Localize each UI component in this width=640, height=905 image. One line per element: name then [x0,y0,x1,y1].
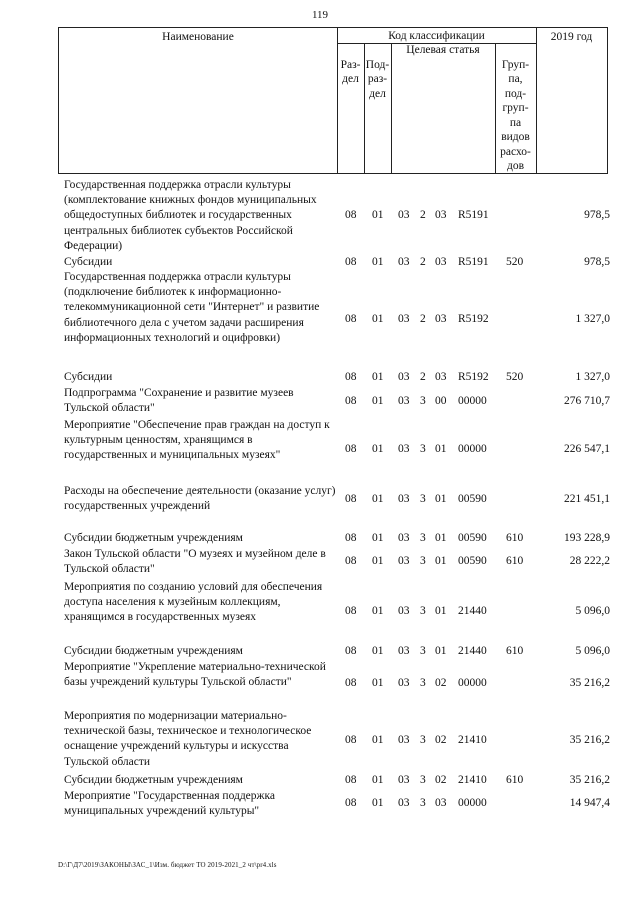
row-amount: 226 547,1 [564,443,610,455]
row-target-subprogram: 3 [420,443,426,455]
file-path-footer: D:\Г\Д7\2019\ЗАКОНЫ\ЗАС_1\Изм. бюджет ТО 2019-2021_2 чт\pr4.xls [58,861,277,869]
row-name: Субсидии бюджетным учреждениям [64,532,243,544]
row-name: Мероприятие "Государственная поддержка муниципальных учреждений культуры" [64,790,276,818]
row-razdel: 08 [345,734,357,746]
row-razdel: 08 [345,645,357,657]
row-podrazdel: 01 [372,256,384,268]
row-razdel: 08 [345,493,357,505]
row-amount: 35 216,2 [569,734,610,746]
row-target-event: 02 [435,774,447,786]
row-amount: 221 451,1 [564,493,610,505]
header-year: 2019 год [536,27,608,174]
row-target-program: 03 [398,395,410,407]
row-amount: 193 228,9 [564,532,610,544]
row-razdel: 08 [345,605,357,617]
row-target-direction: 00000 [458,443,487,455]
header-code-group: Код классификации [337,27,537,44]
row-target-subprogram: 3 [420,532,426,544]
row-target-event: 01 [435,605,447,617]
row-target-program: 03 [398,797,410,809]
header-razdel: Раз- дел [337,43,365,174]
row-razdel: 08 [345,209,357,221]
row-amount: 5 096,0 [575,605,610,617]
page-number: 119 [311,9,329,21]
row-name: Подпрограмма "Сохранение и развитие музеев Тульской области" [64,387,294,415]
row-target-program: 03 [398,605,410,617]
row-target-subprogram: 3 [420,797,426,809]
row-podrazdel: 01 [372,555,384,567]
row-target-event: 00 [435,395,447,407]
row-target-program: 03 [398,774,410,786]
row-target-direction: R5191 [458,209,489,221]
row-target-direction: 21440 [458,605,487,617]
row-target-event: 01 [435,645,447,657]
row-amount: 35 216,2 [569,677,610,689]
header-name: Наименование [58,27,338,174]
row-name: Мероприятия по модернизации материально-технической базы, техническое и технологическое оснащение учреждений культуры и искусства Тульской области [64,710,312,768]
row-razdel: 08 [345,677,357,689]
row-razdel: 08 [345,797,357,809]
row-target-program: 03 [398,532,410,544]
row-vid: 610 [506,774,524,786]
row-amount: 978,5 [584,256,610,268]
row-target-direction: 00590 [458,532,487,544]
row-amount: 276 710,7 [564,395,610,407]
row-target-program: 03 [398,493,410,505]
row-podrazdel: 01 [372,532,384,544]
row-target-subprogram: 3 [420,395,426,407]
row-podrazdel: 01 [372,797,384,809]
row-target-direction: 21410 [458,774,487,786]
row-target-subprogram: 3 [420,677,426,689]
row-target-event: 03 [435,256,447,268]
row-target-direction: R5192 [458,371,489,383]
row-target-subprogram: 2 [420,371,426,383]
row-target-direction: R5191 [458,256,489,268]
row-target-direction: 00590 [458,555,487,567]
row-podrazdel: 01 [372,774,384,786]
row-target-program: 03 [398,734,410,746]
row-razdel: 08 [345,774,357,786]
row-razdel: 08 [345,371,357,383]
row-podrazdel: 01 [372,313,384,325]
row-target-event: 01 [435,532,447,544]
row-vid: 520 [506,256,524,268]
row-podrazdel: 01 [372,371,384,383]
row-amount: 5 096,0 [575,645,610,657]
row-target-program: 03 [398,256,410,268]
row-target-direction: 21410 [458,734,487,746]
row-name: Закон Тульской области "О музеях и музейном деле в Тульской области" [64,548,326,576]
row-target-subprogram: 3 [420,645,426,657]
row-amount: 978,5 [584,209,610,221]
row-target-program: 03 [398,209,410,221]
row-razdel: 08 [345,256,357,268]
row-target-event: 03 [435,313,447,325]
row-name: Государственная поддержка отрасли культуры (подключение библиотек к информационно-телекоммуникационной сети "Интернет" и развитие библиотечного дела с учетом задачи расширения информационных технологий и оцифровки) [64,271,320,344]
row-vid: 520 [506,371,524,383]
row-name: Расходы на обеспечение деятельности (оказание услуг) государственных учреждений [64,485,336,513]
row-name: Субсидии [64,371,113,383]
row-target-program: 03 [398,313,410,325]
row-target-program: 03 [398,443,410,455]
row-name: Субсидии бюджетным учреждениям [64,774,243,786]
row-target-subprogram: 2 [420,209,426,221]
row-target-direction: 00590 [458,493,487,505]
row-vid: 610 [506,645,524,657]
row-amount: 35 216,2 [569,774,610,786]
row-name: Мероприятия по созданию условий для обеспечения доступа населения к музейным коллекциям, хранящимся в государственных музеях [64,581,323,624]
row-vid: 610 [506,532,524,544]
row-razdel: 08 [345,395,357,407]
row-razdel: 08 [345,313,357,325]
row-amount: 1 327,0 [575,371,610,383]
row-target-event: 01 [435,443,447,455]
row-target-direction: 21440 [458,645,487,657]
row-name: Мероприятие "Обеспечение прав граждан на доступ к культурным ценностям, хранящимся в государственных и муниципальных музеях" [64,419,330,462]
row-target-program: 03 [398,677,410,689]
row-podrazdel: 01 [372,209,384,221]
header-vid: Груп- па, под- груп- па видов расхо- дов [495,43,537,174]
row-amount: 14 947,4 [569,797,610,809]
row-podrazdel: 01 [372,605,384,617]
header-target: Целевая статья [391,43,496,174]
row-amount: 1 327,0 [575,313,610,325]
row-target-subprogram: 3 [420,774,426,786]
row-target-subprogram: 3 [420,605,426,617]
row-target-event: 01 [435,493,447,505]
row-podrazdel: 01 [372,645,384,657]
row-razdel: 08 [345,443,357,455]
row-target-program: 03 [398,555,410,567]
row-target-program: 03 [398,371,410,383]
row-target-event: 01 [435,555,447,567]
row-target-event: 03 [435,797,447,809]
row-name: Мероприятие "Укрепление материально-технической базы учреждений культуры Тульской области" [64,661,326,689]
row-target-direction: 00000 [458,395,487,407]
row-podrazdel: 01 [372,677,384,689]
row-podrazdel: 01 [372,734,384,746]
row-amount: 28 222,2 [569,555,610,567]
row-target-program: 03 [398,645,410,657]
row-name: Субсидии [64,256,113,268]
row-target-event: 02 [435,734,447,746]
row-razdel: 08 [345,532,357,544]
row-target-direction: 00000 [458,677,487,689]
row-target-subprogram: 3 [420,734,426,746]
row-vid: 610 [506,555,524,567]
row-target-subprogram: 3 [420,555,426,567]
row-razdel: 08 [345,555,357,567]
row-target-event: 03 [435,371,447,383]
row-name: Государственная поддержка отрасли культуры (комплектование книжных фондов муниципальных общедоступных библиотек и государственных центральных библиотек субъектов Российской Федерации) [64,179,317,252]
row-target-event: 02 [435,677,447,689]
row-target-subprogram: 2 [420,256,426,268]
row-podrazdel: 01 [372,395,384,407]
row-target-subprogram: 2 [420,313,426,325]
row-target-direction: 00000 [458,797,487,809]
row-podrazdel: 01 [372,493,384,505]
header-podrazdel: Под- раз- дел [364,43,392,174]
row-target-event: 03 [435,209,447,221]
row-name: Субсидии бюджетным учреждениям [64,645,243,657]
row-target-direction: R5192 [458,313,489,325]
row-target-subprogram: 3 [420,493,426,505]
row-podrazdel: 01 [372,443,384,455]
